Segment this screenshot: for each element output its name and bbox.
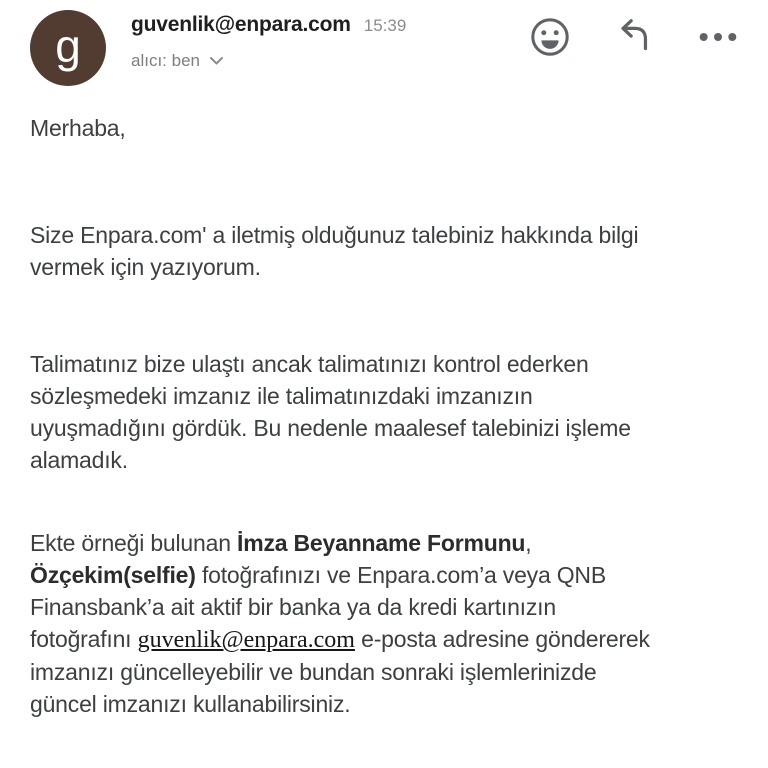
reply-button[interactable]: [612, 16, 656, 60]
text-line: Size Enpara.com' a iletmiş olduğunuz talebiniz hakkında bilgi: [30, 222, 639, 248]
bold-imza-beyanname: İmza Beyanname Formunu: [237, 530, 526, 556]
text-line: sözleşmedeki imzanız ile talimatınızdaki imzanızın: [30, 383, 533, 409]
sender-email: guvenlik@enpara.com: [131, 13, 351, 36]
paragraph-instructions: [30, 527, 742, 720]
avatar-letter: g: [55, 20, 81, 72]
recipient-label: alıcı: ben: [131, 50, 200, 70]
paragraph-intro: [30, 219, 742, 283]
sent-time: 15:39: [363, 16, 407, 35]
emoji-reaction-button[interactable]: [528, 16, 572, 60]
text-line: imzanızı güncelleyebilir ve bundan sonraki işlemlerinizde: [30, 659, 597, 685]
sender-block: [131, 13, 406, 71]
more-options-button[interactable]: [696, 16, 740, 60]
recipient-details-toggle[interactable]: [131, 50, 406, 71]
chevron-down-icon: [209, 53, 224, 71]
paragraph-signature-issue: [30, 348, 742, 476]
text-line: güncel imzanızı kullanabilirsiniz.: [30, 691, 351, 717]
reply-arrow-icon: [613, 16, 655, 61]
three-dots-icon: [696, 16, 740, 61]
bold-ozcekim: Özçekim(selfie): [30, 562, 196, 588]
text-line: Ekte örneği bulunan İmza Beyanname Formunu,: [30, 530, 532, 556]
text-line: vermek için yazıyorum.: [30, 254, 261, 280]
text-line: Özçekim(selfie) fotoğrafınızı ve Enpara.com’a veya QNB: [30, 562, 606, 588]
text-line: Talimatınız bize ulaştı ancak talimatınızı kontrol ederken: [30, 351, 589, 377]
greeting-text: Merhaba,: [30, 115, 126, 141]
email-address-link[interactable]: guvenlik@enpara.com: [137, 627, 355, 653]
text-line: Finansbank’a ait aktif bir banka ya da kredi kartınızın: [30, 594, 556, 620]
text-line: uyuşmadığını gördük. Bu nedenle maalesef talebinizi işleme: [30, 415, 631, 441]
smiley-icon: [529, 16, 571, 61]
sender-avatar[interactable]: [30, 10, 106, 86]
text-line: alamadık.: [30, 447, 128, 473]
text-line: fotoğrafını guvenlik@enpara.com e-posta adresine göndererek: [30, 626, 650, 653]
header-actions: [528, 16, 740, 60]
